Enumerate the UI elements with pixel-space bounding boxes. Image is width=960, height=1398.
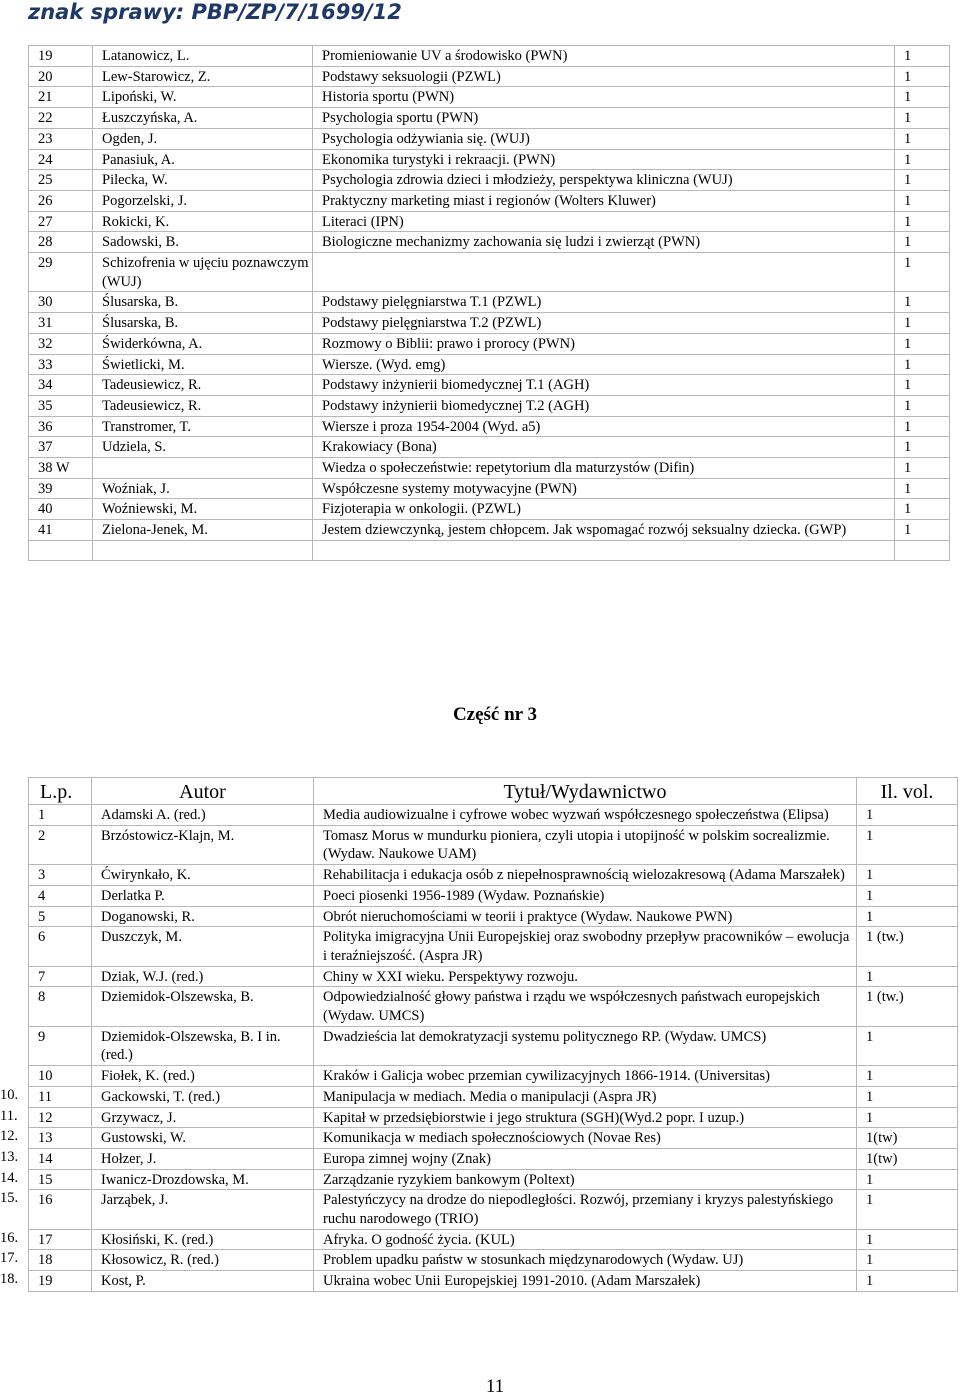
row-number: 4 <box>29 885 92 906</box>
row-number: 36 <box>29 416 93 437</box>
author-cell: Jarząbek, J. <box>92 1190 314 1229</box>
table-row <box>29 1148 958 1169</box>
table-row <box>29 170 950 191</box>
volume-count: 1 <box>857 1271 958 1292</box>
author-cell: Świetlicki, M. <box>93 354 313 375</box>
title-cell: Afryka. O godność życia. (KUL) <box>314 1229 857 1250</box>
row-number: 28 <box>29 232 93 253</box>
title-cell: Manipulacja w mediach. Media o manipulacji (Aspra JR) <box>314 1086 857 1107</box>
volume-count: 1 <box>857 966 958 987</box>
title-cell: Podstawy inżynierii biomedycznej T.1 (AGH) <box>313 375 895 396</box>
volume-count: 1 <box>895 292 950 313</box>
volume-count: 1 <box>895 375 950 396</box>
title-cell: Media audiowizualne i cyfrowe wobec wyzwań współczesnego społeczeństwa (Elipsa) <box>314 805 857 826</box>
title-cell <box>313 253 895 292</box>
title-cell: Kapitał w przedsiębiorstwie i jego struktura (SGH)(Wyd.2 popr. I uzup.) <box>314 1107 857 1128</box>
table-row <box>29 253 950 292</box>
table-row <box>29 354 950 375</box>
table-row <box>29 149 950 170</box>
page-number: 11 <box>485 1376 505 1397</box>
title-cell: Współczesne systemy motywacyjne (PWN) <box>313 478 895 499</box>
row-number: 26 <box>29 190 93 211</box>
title-cell: Podstawy seksuologii (PZWL) <box>313 66 895 87</box>
volume-count: 1 <box>895 395 950 416</box>
volume-count: 1 <box>895 437 950 458</box>
outer-number: 14. <box>0 1170 19 1186</box>
table-row <box>29 1086 958 1107</box>
table-row <box>29 395 950 416</box>
table-header-row <box>29 778 958 805</box>
title-cell: Europa zimnej wojny (Znak) <box>314 1148 857 1169</box>
author-cell: Doganowski, R. <box>92 906 314 927</box>
row-number: 16 <box>29 1190 92 1229</box>
title-cell: Problem upadku państw w stosunkach międzynarodowych (Wydaw. UJ) <box>314 1250 857 1271</box>
row-number: 38 W <box>29 458 93 479</box>
table-row <box>29 966 958 987</box>
volume-count: 1 <box>895 190 950 211</box>
author-cell: Brzóstowicz-Klajn, M. <box>92 825 314 864</box>
row-number: 17 <box>29 1229 92 1250</box>
table-row <box>29 825 958 864</box>
author-cell: Łuszczyńska, A. <box>93 108 313 129</box>
row-number: 7 <box>29 966 92 987</box>
title-cell: Psychologia sportu (PWN) <box>313 108 895 129</box>
volume-count: 1 <box>895 87 950 108</box>
author-cell: Pogorzelski, J. <box>93 190 313 211</box>
table-row <box>29 927 958 966</box>
table-row <box>29 1271 958 1292</box>
volume-count: 1 <box>857 1229 958 1250</box>
volume-count: 1 <box>895 170 950 191</box>
row-number: 40 <box>29 499 93 520</box>
author-cell: Tadeusiewicz, R. <box>93 395 313 416</box>
title-cell: Biologiczne mechanizmy zachowania się ludzi i zwierząt (PWN) <box>313 232 895 253</box>
table-row <box>29 865 958 886</box>
title-cell: Praktyczny marketing miast i regionów (Wolters Kluwer) <box>313 190 895 211</box>
author-cell: Zielona-Jenek, M. <box>93 520 313 541</box>
table-row <box>29 499 950 520</box>
volume-count: 1 <box>895 313 950 334</box>
author-cell: Schizofrenia w ujęciu poznawczym (WUJ) <box>93 253 313 292</box>
title-cell: Podstawy inżynierii biomedycznej T.2 (AGH) <box>313 395 895 416</box>
row-number: 29 <box>29 253 93 292</box>
outer-number: 10. <box>0 1087 19 1103</box>
table-row <box>29 540 950 560</box>
title-cell: Psychologia odżywiania się. (WUJ) <box>313 128 895 149</box>
row-number: 6 <box>29 927 92 966</box>
volume-count: 1 <box>895 128 950 149</box>
author-cell: Duszczyk, M. <box>92 927 314 966</box>
volume-count: 1 (tw.) <box>857 927 958 966</box>
title-cell: Komunikacja w mediach społecznościowych (Novae Res) <box>314 1128 857 1149</box>
table-row <box>29 190 950 211</box>
title-cell: Rozmowy o Biblii: prawo i prorocy (PWN) <box>313 333 895 354</box>
row-number: 18 <box>29 1250 92 1271</box>
volume-count: 1 <box>895 46 950 67</box>
row-number: 3 <box>29 865 92 886</box>
volume-count: 1 <box>857 1107 958 1128</box>
row-number: 11 <box>29 1086 92 1107</box>
outer-number: 13. <box>0 1149 19 1165</box>
author-cell <box>93 458 313 479</box>
title-cell: Chiny w XXI wieku. Perspektywy rozwoju. <box>314 966 857 987</box>
author-cell: Kłosowicz, R. (red.) <box>92 1250 314 1271</box>
title-cell: Fizjoterapia w onkologii. (PZWL) <box>313 499 895 520</box>
volume-count: 1 <box>857 825 958 864</box>
author-cell: Panasiuk, A. <box>93 149 313 170</box>
title-cell: Dwadzieścia lat demokratyzacji systemu politycznego RP. (Wydaw. UMCS) <box>314 1026 857 1065</box>
outer-number: 11. <box>0 1108 18 1124</box>
title-cell: Kraków i Galicja wobec przemian cywilizacyjnych 1866-1914. (Universitas) <box>314 1066 857 1087</box>
case-reference: znak sprawy: PBP/ZP/7/1699/12 <box>28 0 402 24</box>
header-lp: L.p. <box>29 778 92 805</box>
table-row <box>29 1128 958 1149</box>
volume-count: 1 <box>895 354 950 375</box>
author-cell: Hołzer, J. <box>92 1148 314 1169</box>
title-cell: Wiersze. (Wyd. emg) <box>313 354 895 375</box>
row-number: 34 <box>29 375 93 396</box>
row-number: 35 <box>29 395 93 416</box>
row-number: 33 <box>29 354 93 375</box>
author-cell: Kłosiński, K. (red.) <box>92 1229 314 1250</box>
volume-count: 1 <box>895 416 950 437</box>
volume-count: 1 <box>857 885 958 906</box>
author-cell: Dziak, W.J. (red.) <box>92 966 314 987</box>
author-cell: Grzywacz, J. <box>92 1107 314 1128</box>
row-number: 23 <box>29 128 93 149</box>
author-cell: Derlatka P. <box>92 885 314 906</box>
volume-count: 1 <box>857 1086 958 1107</box>
author-cell: Gustowski, W. <box>92 1128 314 1149</box>
volume-count: 1 <box>895 520 950 541</box>
table-row <box>29 1250 958 1271</box>
volume-count: 1 <box>895 232 950 253</box>
row-number: 1 <box>29 805 92 826</box>
author-cell: Gackowski, T. (red.) <box>92 1086 314 1107</box>
volume-count: 1 <box>895 333 950 354</box>
row-number: 19 <box>29 46 93 67</box>
author-cell: Kost, P. <box>92 1271 314 1292</box>
author-cell: Ślusarska, B. <box>93 313 313 334</box>
title-cell: Wiersze i proza 1954-2004 (Wyd. a5) <box>313 416 895 437</box>
title-cell: Historia sportu (PWN) <box>313 87 895 108</box>
title-cell: Krakowiacy (Bona) <box>313 437 895 458</box>
table-row <box>29 1169 958 1190</box>
row-number: 14 <box>29 1148 92 1169</box>
title-cell: Obrót nieruchomościami w teorii i praktyce (Wydaw. Naukowe PWN) <box>314 906 857 927</box>
author-cell: Lew-Starowicz, Z. <box>93 66 313 87</box>
table-row <box>29 87 950 108</box>
volume-count: 1 <box>895 108 950 129</box>
table-row <box>29 292 950 313</box>
row-number: 41 <box>29 520 93 541</box>
row-number <box>29 540 93 560</box>
section-title: Część nr 3 <box>452 704 538 725</box>
table-row <box>29 211 950 232</box>
volume-count: 1 <box>895 499 950 520</box>
title-cell: Promieniowanie UV a środowisko (PWN) <box>313 46 895 67</box>
book-table-part-3 <box>28 777 958 1292</box>
table-row <box>29 1190 958 1229</box>
author-cell: Rokicki, K. <box>93 211 313 232</box>
table-row <box>29 108 950 129</box>
header-author: Autor <box>92 778 314 805</box>
title-cell <box>313 540 895 560</box>
row-number: 19 <box>29 1271 92 1292</box>
table-row <box>29 987 958 1026</box>
title-cell: Literaci (IPN) <box>313 211 895 232</box>
volume-count: 1 <box>857 1066 958 1087</box>
author-cell: Lipoński, W. <box>93 87 313 108</box>
volume-count: 1(tw) <box>857 1128 958 1149</box>
volume-count: 1 <box>857 865 958 886</box>
title-cell: Rehabilitacja i edukacja osób z niepełnosprawnością wielozakresową (Adama Marszałek) <box>314 865 857 886</box>
title-cell: Polityka imigracyjna Unii Europejskiej oraz swobodny przepływ pracowników – ewolucja i teraźniejszość. (Aspra JR) <box>314 927 857 966</box>
author-cell: Tadeusiewicz, R. <box>93 375 313 396</box>
author-cell: Woźniewski, M. <box>93 499 313 520</box>
row-number: 10 <box>29 1066 92 1087</box>
table-row <box>29 128 950 149</box>
author-cell: Woźniak, J. <box>93 478 313 499</box>
volume-count: 1 <box>857 1250 958 1271</box>
table-row <box>29 46 950 67</box>
table-row <box>29 458 950 479</box>
row-number: 8 <box>29 987 92 1026</box>
book-table-part-2 <box>28 45 950 561</box>
volume-count: 1 <box>895 458 950 479</box>
title-cell: Zarządzanie ryzykiem bankowym (Poltext) <box>314 1169 857 1190</box>
table-row <box>29 232 950 253</box>
volume-count: 1 <box>895 149 950 170</box>
volume-count: 1 <box>857 1169 958 1190</box>
author-cell: Świderkówna, A. <box>93 333 313 354</box>
author-cell: Ćwirynkało, K. <box>92 865 314 886</box>
table-row <box>29 885 958 906</box>
outer-number: 16. <box>0 1230 19 1246</box>
table-row <box>29 478 950 499</box>
row-number: 22 <box>29 108 93 129</box>
author-cell: Transtromer, T. <box>93 416 313 437</box>
volume-count: 1 <box>857 805 958 826</box>
row-number: 20 <box>29 66 93 87</box>
row-number: 27 <box>29 211 93 232</box>
row-number: 39 <box>29 478 93 499</box>
volume-count: 1 (tw.) <box>857 987 958 1026</box>
title-cell: Poeci piosenki 1956-1989 (Wydaw. Poznańskie) <box>314 885 857 906</box>
outer-number: 12. <box>0 1128 19 1144</box>
table-row <box>29 416 950 437</box>
outer-number: 18. <box>0 1271 19 1287</box>
table-row <box>29 375 950 396</box>
author-cell: Ślusarska, B. <box>93 292 313 313</box>
table-row <box>29 437 950 458</box>
outer-number: 15. <box>0 1190 19 1206</box>
author-cell: Udziela, S. <box>93 437 313 458</box>
title-cell: Wiedza o społeczeństwie: repetytorium dla maturzystów (Difin) <box>313 458 895 479</box>
author-cell: Dziemidok-Olszewska, B. <box>92 987 314 1026</box>
author-cell: Sadowski, B. <box>93 232 313 253</box>
volume-count: 1 <box>895 66 950 87</box>
volume-count: 1 <box>895 253 950 292</box>
table-row <box>29 1107 958 1128</box>
table-row <box>29 520 950 541</box>
title-cell: Podstawy pielęgniarstwa T.2 (PZWL) <box>313 313 895 334</box>
row-number: 37 <box>29 437 93 458</box>
title-cell: Ekonomika turystyki i rekraacji. (PWN) <box>313 149 895 170</box>
author-cell <box>93 540 313 560</box>
table-row <box>29 333 950 354</box>
header-volumes: Il. vol. <box>857 778 958 805</box>
row-number: 32 <box>29 333 93 354</box>
table-row <box>29 1229 958 1250</box>
table-row <box>29 906 958 927</box>
author-cell: Adamski A. (red.) <box>92 805 314 826</box>
row-number: 5 <box>29 906 92 927</box>
row-number: 25 <box>29 170 93 191</box>
row-number: 2 <box>29 825 92 864</box>
volume-count: 1 <box>857 1026 958 1065</box>
volume-count: 1 <box>895 211 950 232</box>
author-cell: Pilecka, W. <box>93 170 313 191</box>
author-cell: Latanowicz, L. <box>93 46 313 67</box>
volume-count: 1 <box>857 906 958 927</box>
row-number: 9 <box>29 1026 92 1065</box>
table-row <box>29 1026 958 1065</box>
row-number: 12 <box>29 1107 92 1128</box>
volume-count: 1(tw) <box>857 1148 958 1169</box>
row-number: 24 <box>29 149 93 170</box>
author-cell: Dziemidok-Olszewska, B. I in. (red.) <box>92 1026 314 1065</box>
title-cell: Jestem dziewczynką, jestem chłopcem. Jak wspomagać rozwój seksualny dziecka. (GWP) <box>313 520 895 541</box>
author-cell: Ogden, J. <box>93 128 313 149</box>
title-cell: Tomasz Morus w mundurku pioniera, czyli utopia i utopijność w polskim socrealizmie. (Wydaw. Naukowe UAM) <box>314 825 857 864</box>
row-number: 31 <box>29 313 93 334</box>
row-number: 21 <box>29 87 93 108</box>
title-cell: Ukraina wobec Unii Europejskiej 1991-2010. (Adam Marszałek) <box>314 1271 857 1292</box>
table-row <box>29 66 950 87</box>
title-cell: Palestyńczycy na drodze do niepodległości. Rozwój, przemiany i kryzys palestyńskiego ruchu narodowego (TRIO) <box>314 1190 857 1229</box>
author-cell: Iwanicz-Drozdowska, M. <box>92 1169 314 1190</box>
volume-count: 1 <box>895 478 950 499</box>
table-row <box>29 313 950 334</box>
row-number: 15 <box>29 1169 92 1190</box>
title-cell: Odpowiedzialność głowy państwa i rządu we współczesnych państwach europejskich (Wydaw. UMCS) <box>314 987 857 1026</box>
header-title: Tytuł/Wydawnictwo <box>314 778 857 805</box>
volume-count <box>895 540 950 560</box>
table-row <box>29 805 958 826</box>
row-number: 13 <box>29 1128 92 1149</box>
title-cell: Podstawy pielęgniarstwa T.1 (PZWL) <box>313 292 895 313</box>
outer-number: 17. <box>0 1250 19 1266</box>
author-cell: Fiołek, K. (red.) <box>92 1066 314 1087</box>
row-number: 30 <box>29 292 93 313</box>
volume-count: 1 <box>857 1190 958 1229</box>
title-cell: Psychologia zdrowia dzieci i młodzieży, perspektywa kliniczna (WUJ) <box>313 170 895 191</box>
table-row <box>29 1066 958 1087</box>
